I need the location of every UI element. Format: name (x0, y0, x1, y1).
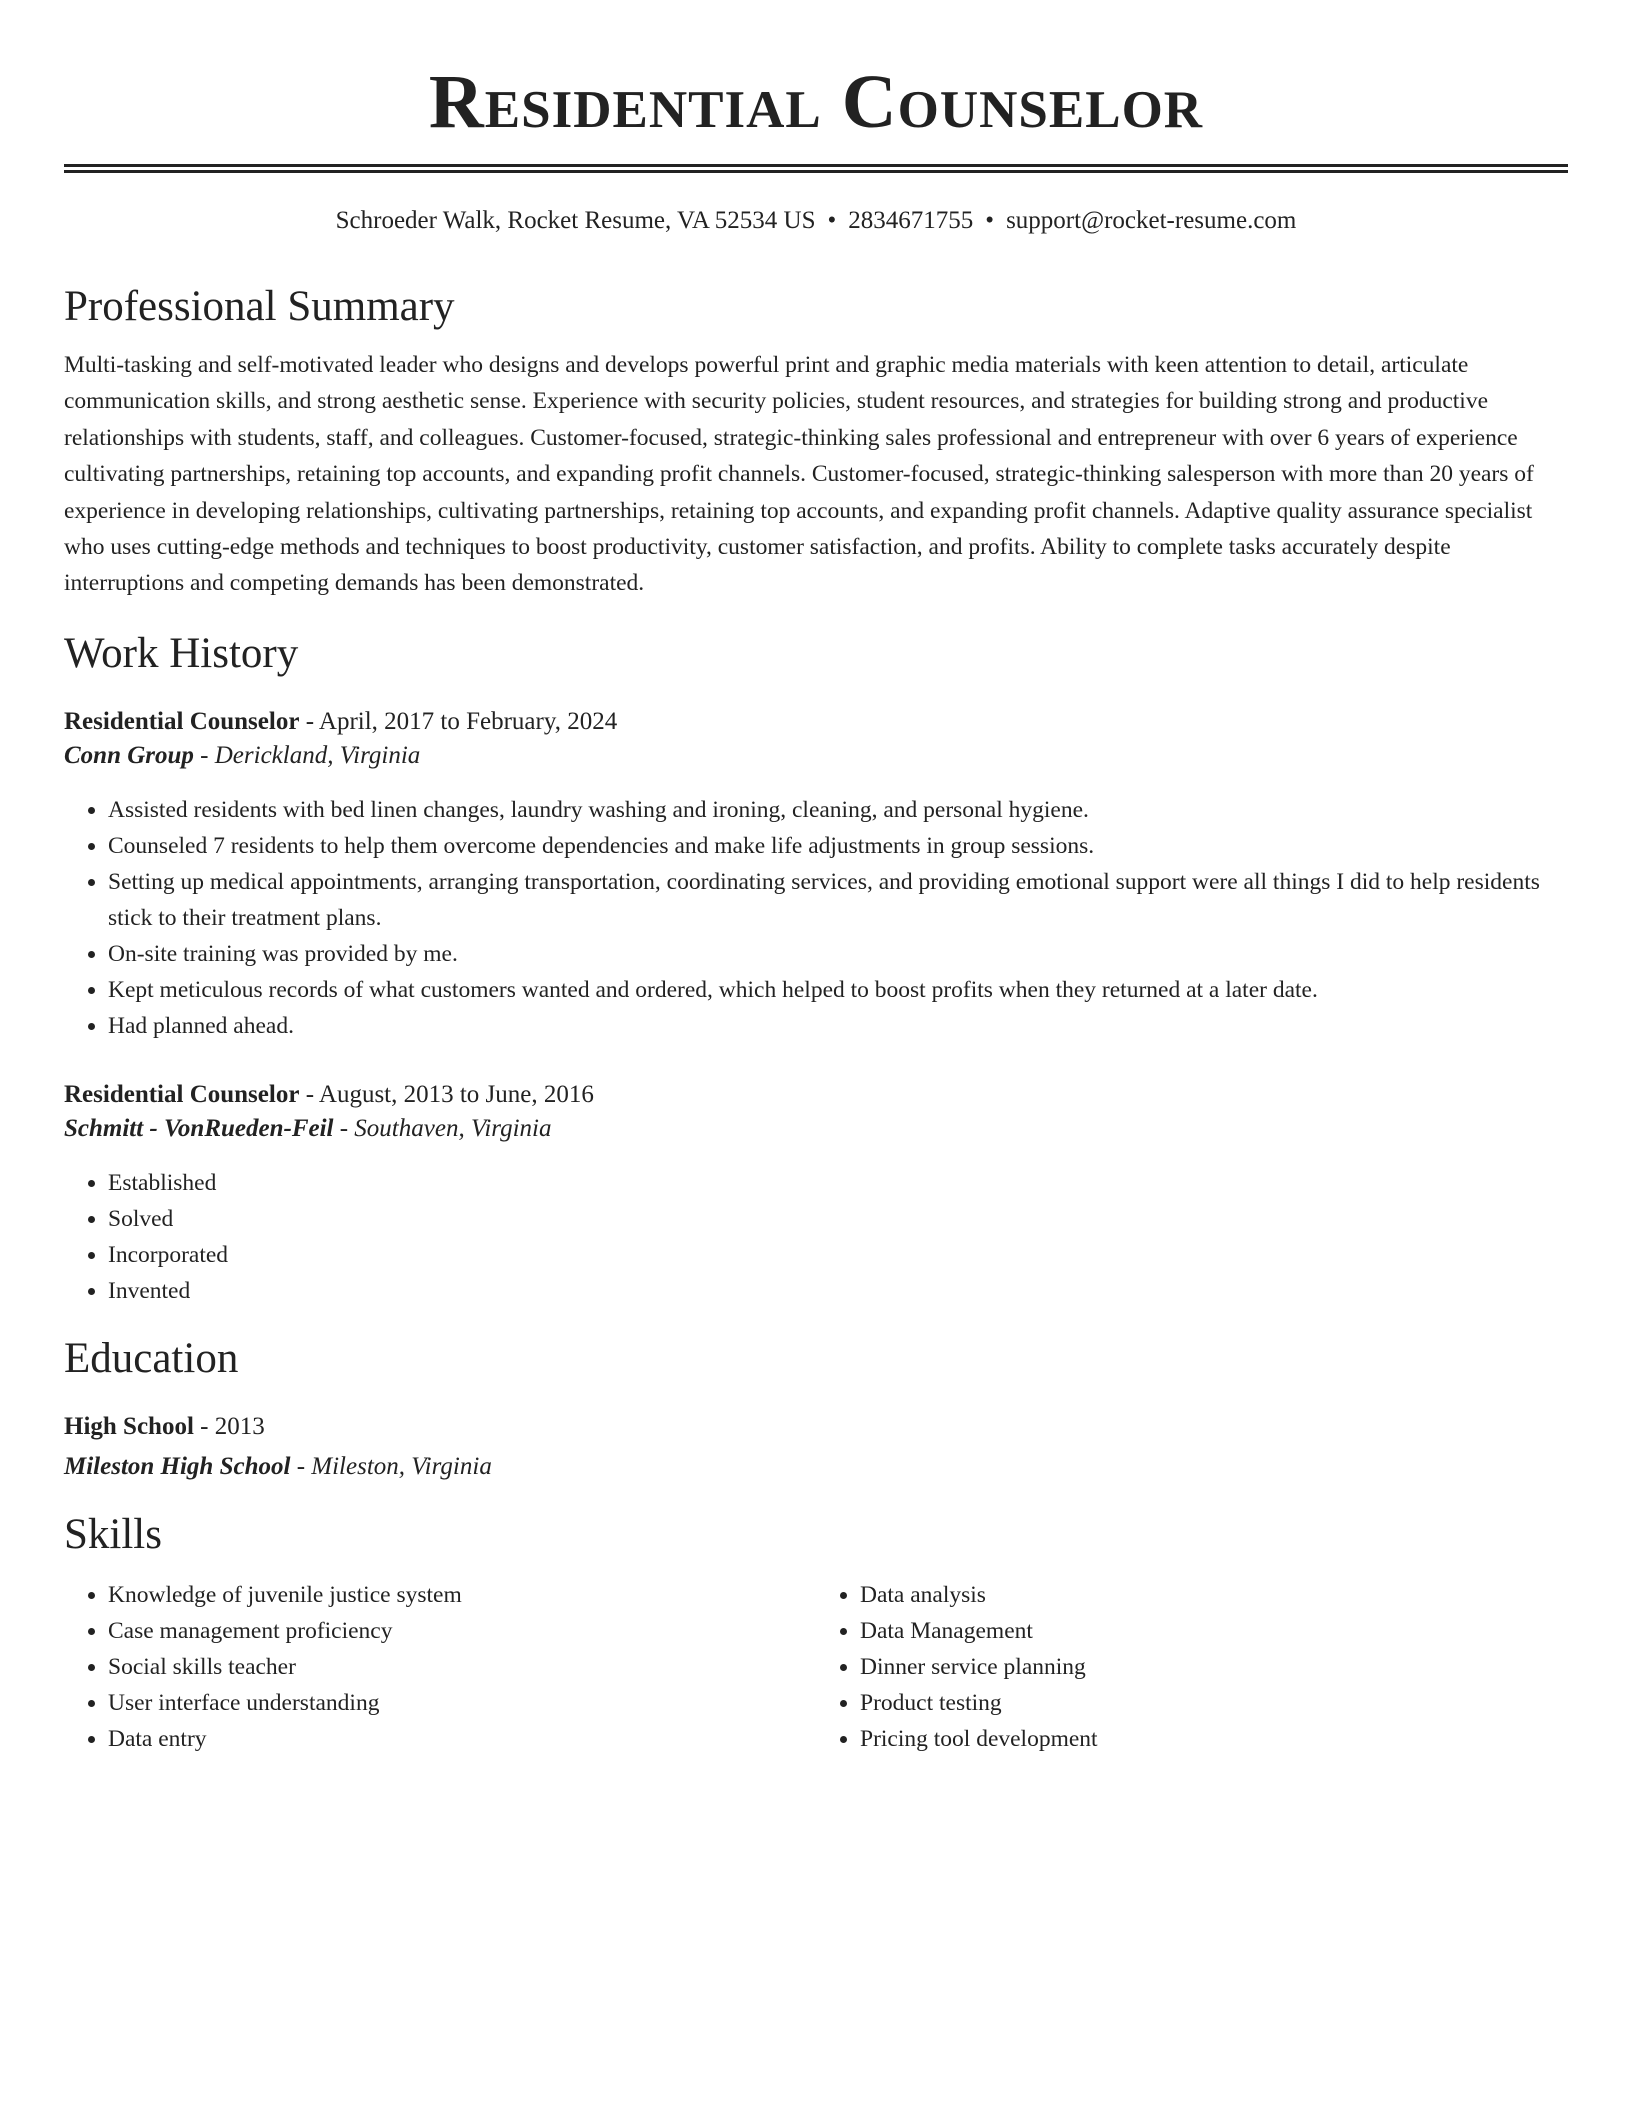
summary-text: Multi-tasking and self-motivated leader who designs and develops powerful print and graphic media materials with keen attention to detail, articulate communication skills, and strong aesthetic sense. Experience with security policies, student resources, and strategies for building strong and productive relationships with students, staff, and colleagues. Customer-focused, strategic-thinking sales professional and entrepreneur with over 6 years of experience cultivating partnerships, retaining top accounts, and expanding profit channels. Customer-focused, strategic-thinking salesperson with more than 20 years of experience in developing relationships, cultivating partnerships, retaining top accounts, and expanding profit channels. Adaptive quality assurance specialist who uses cutting-edge methods and techniques to boost productivity, customer satisfaction, and profits. Ability to complete tasks accurately despite interruptions and competing demands has been demonstrated. (64, 352, 1534, 597)
list-item: • User interface understanding (108, 1685, 816, 1721)
contact-separator: • (985, 207, 995, 234)
list-item: • Data entry (108, 1721, 816, 1757)
list-item: • Invented (108, 1273, 1568, 1309)
education-heading: Education (64, 1334, 239, 1382)
list-item: • On-site training was provided by me. (108, 936, 1568, 972)
list-item: • Established (108, 1165, 1568, 1201)
skills-list-right (816, 1577, 1568, 1757)
job-bullets (64, 792, 1568, 1044)
list-item: • Data Management (860, 1613, 1568, 1649)
work-history-heading: Work History (64, 629, 299, 677)
list-item: • Knowledge of juvenile justice system (108, 1577, 816, 1613)
skills-columns (64, 1577, 1568, 1757)
contact-phone: 2834671755 (848, 207, 974, 234)
list-item: • Had planned ahead. (108, 1008, 1568, 1044)
contact-line (64, 206, 1568, 236)
skills-heading: Skills (64, 1510, 162, 1558)
list-item: • Solved (108, 1201, 1568, 1237)
job-location: - Derickland, Virginia (193, 741, 421, 769)
contact-separator: • (827, 207, 837, 234)
education-school: Mileston High School (64, 1452, 291, 1480)
list-item: • Case management proficiency (108, 1613, 816, 1649)
job-role: Residential Counselor (64, 707, 300, 735)
list-item: • Incorporated (108, 1237, 1568, 1273)
education-year: - 2013 (193, 1412, 265, 1440)
summary-heading: Professional Summary (64, 283, 455, 330)
contact-address: Schroeder Walk, Rocket Resume, VA 52534 US (335, 207, 816, 234)
list-item: • Pricing tool development (860, 1721, 1568, 1757)
job-dates: - August, 2013 to June, 2016 (299, 1080, 594, 1108)
job-title-line (64, 1078, 1568, 1112)
list-item: • Data analysis (860, 1577, 1568, 1613)
list-item: • Setting up medical appointments, arranging transportation, coordinating services, and providing emotional support were all things I did to help residents stick to their treatment plans. (108, 864, 1568, 936)
list-item: • Social skills teacher (108, 1649, 816, 1685)
job-employer-line (64, 739, 1568, 773)
job-role: Residential Counselor (64, 1080, 300, 1108)
list-item: • Assisted residents with bed linen changes, laundry washing and ironing, cleaning, and personal hygiene. (108, 792, 1568, 828)
job-bullets (64, 1165, 1568, 1309)
education-school-line (64, 1447, 1568, 1487)
job-employer: Conn Group (64, 741, 194, 769)
resume-title: Residential Counselor (428, 60, 1204, 144)
job-title-line (64, 705, 1568, 739)
skills-list-left (64, 1577, 816, 1757)
list-item: • Kept meticulous records of what customers wanted and ordered, which helped to boost profits when they returned at a later date. (108, 972, 1568, 1008)
list-item: • Product testing (860, 1685, 1568, 1721)
contact-email: support@rocket-resume.com (1006, 207, 1297, 234)
education-degree: High School (64, 1412, 194, 1440)
job-location: - Southaven, Virginia (333, 1114, 552, 1142)
job-employer: Schmitt - VonRueden-Feil (64, 1114, 334, 1142)
list-item: • Dinner service planning (860, 1649, 1568, 1685)
job-entry (64, 705, 1568, 1044)
education-location: - Mileston, Virginia (290, 1452, 492, 1480)
job-dates: - April, 2017 to February, 2024 (299, 707, 618, 735)
list-item: • Counseled 7 residents to help them overcome dependencies and make life adjustments in group sessions. (108, 828, 1568, 864)
education-degree-line (64, 1407, 1568, 1447)
title-divider (64, 164, 1568, 173)
job-entry (64, 1078, 1568, 1309)
education-entry (64, 1407, 1568, 1487)
job-employer-line (64, 1112, 1568, 1146)
